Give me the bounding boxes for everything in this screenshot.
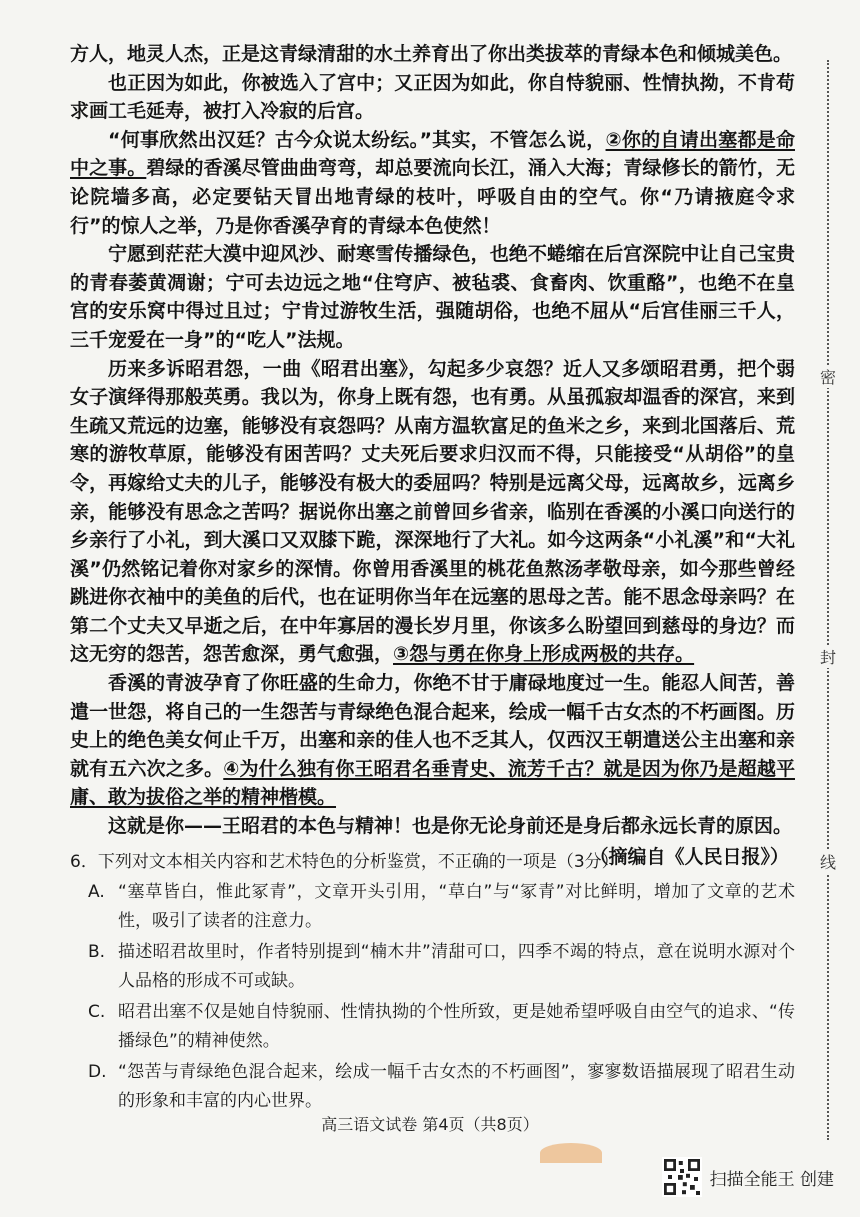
watermark-text: 扫描全能王 创建 (709, 1169, 834, 1190)
option-letter: B. (88, 942, 106, 962)
option-text: 昭君出塞不仅是她自恃貌丽、性情执拗的个性所致，更是她希望呼吸自由空气的追求、“传播绿色”的精神使然。 (118, 1002, 795, 1051)
option-c[interactable] (88, 998, 795, 1056)
dotted-seal-line (827, 60, 829, 1140)
option-text: “怨苦与青绿绝色混合起来，绘成一幅千古女杰的不朽画图”，寥寥数语描展现了昭君生动的形象和丰富的内心世界。 (118, 1062, 795, 1111)
page-footer: 高三语文试卷 第4页（共8页） (321, 1115, 539, 1134)
binding-char-xian: 线 (818, 850, 838, 873)
underlined-sentence-3: ③怨与勇在你身上形成两极的共存。 (393, 643, 695, 666)
source-citation: （摘编自《人民日报》） (589, 845, 789, 868)
option-letter: A. (88, 882, 105, 902)
essay-paragraph (70, 669, 795, 812)
underlined-sentence-2: ②你的自请出塞都是命中之事。 (70, 128, 795, 180)
essay-paragraph: 宁愿到茫茫大漠中迎风沙、耐寒雪传播绿色，也绝不蜷缩在后宫深院中让自己宝贵的青春萎黄凋谢；宁可去边远之地“住穹庐、被毡裘、食畜肉、饮重酪”，也绝不在皇宫的安乐窝中得过且过；宁肯过游牧生活，强随胡俗，也绝不屈从“后宫佳丽三千人，三千宠爱在一身”的“吃人”法规。 (70, 243, 795, 351)
essay-text-run: 碧绿的香溪尽管曲曲弯弯，却总要流向长江，涌入大海；青绿修长的箭竹，无论院墙多高，必定要钻天冒出地青绿的枝叶，呼吸自由的空气。你“乃请掖庭令求行”的惊人之举，乃是你香溪孕育的青绿本色使然！ (70, 157, 795, 237)
binding-char-feng: 封 (818, 645, 838, 668)
option-d[interactable] (88, 1058, 795, 1116)
essay-paragraph: 也正因为如此，你被选入了宫中；又正因为如此，你自恃貌丽、性情执拗，不肯苟求画工毛延寿，被打入冷寂的后宫。 (70, 71, 795, 123)
binding-char-mi: 密 (818, 365, 838, 388)
essay-text-run: 香溪的青波孕育了你旺盛的生命力，你绝不甘于庸碌地度过一生。能忍人间苦，善遣一世怨，将自己的一生怨苦与青绿绝色混合起来，绘成一幅千古女杰的不朽画图。历史上的绝色美女何止千万，出塞和亲的佳人也不乏其人，仅西汉王朝遣送公主出塞和亲就有五六次之多。 (70, 672, 795, 780)
underlined-sentence-4: ④为什么独有你王昭君名垂青史、流芳千古？就是因为你乃是超越平庸、敢为拔俗之举的精神楷模。 (70, 757, 795, 809)
essay-text (70, 40, 795, 871)
option-b[interactable] (88, 938, 795, 996)
essay-paragraph (70, 126, 795, 240)
essay-paragraph: 这就是你——王昭君的本色与精神！也是你无论身前还是身后都永远长青的原因。 (108, 815, 793, 838)
option-text: “塞草皆白，惟此冢青”，文章开头引用，“草白”与“冢青”对比鲜明，增加了文章的艺术性，吸引了读者的注意力。 (118, 882, 795, 931)
binding-line (818, 60, 838, 1140)
essay-text-run: 历来多诉昭君怨，一曲《昭君出塞》，勾起多少哀怨？近人又多颂昭君勇，把个弱女子演绎得那般英勇。我以为，你身上既有怨，也有勇。从虽孤寂却温香的深宫，来到生疏又荒远的边塞，能够没有哀怨吗？从南方温软富足的鱼米之乡，来到北国落后、荒寒的游牧草原，能够没有困苦吗？丈夫死后要求归汉而不得，只能接受“从胡俗”的皇令，再嫁给丈夫的儿子，能够没有极大的委屈吗？特别是远离父母，远离故乡，远离乡亲，能够没有思念之苦吗？据说你出塞之前曾回乡省亲，临别在香溪的小溪口向送行的乡亲行了小礼，到大溪口又双膝下跪，深深地行了大礼。如今这两条“小礼溪”和“大礼溪”仍然铭记着你对家乡的深情。你曾用香溪里的桃花鱼熬汤孝敬母亲，如今那些曾经跳进你衣袖中的美鱼的后代，也在证明你当年在远塞的思母之苦。能不思念母亲吗？在第二个丈夫又早逝之后，在中年寡居的漫长岁月里，你该多么盼望回到慈母的身边？而这无穷的怨苦，怨苦愈深，勇气愈强， (70, 357, 795, 666)
option-text: 描述昭君故里时，作者特别提到“楠木井”清甜可口，四季不竭的特点，意在说明水源对个人品格的形成不可或缺。 (118, 942, 795, 991)
essay-paragraph: 方人，地灵人杰，正是这青绿清甜的水土养育出了你出类拔萃的青绿本色和倾城美色。 (70, 43, 793, 65)
question-stem: 6．下列对文本相关内容和艺术特色的分析鉴赏，不正确的一项是（3分） (70, 852, 619, 872)
scanner-watermark (662, 1157, 834, 1197)
option-letter: D. (88, 1062, 107, 1082)
option-a[interactable] (88, 878, 795, 936)
essay-text-run: “何事欣然出汉廷？古今众说太纷纭。”其实，不管怎么说， (108, 128, 606, 151)
qr-code-icon (662, 1157, 702, 1197)
essay-paragraph (70, 355, 795, 670)
scan-smudge (540, 1143, 602, 1163)
question-6 (70, 848, 795, 1118)
option-letter: C. (88, 1002, 106, 1022)
